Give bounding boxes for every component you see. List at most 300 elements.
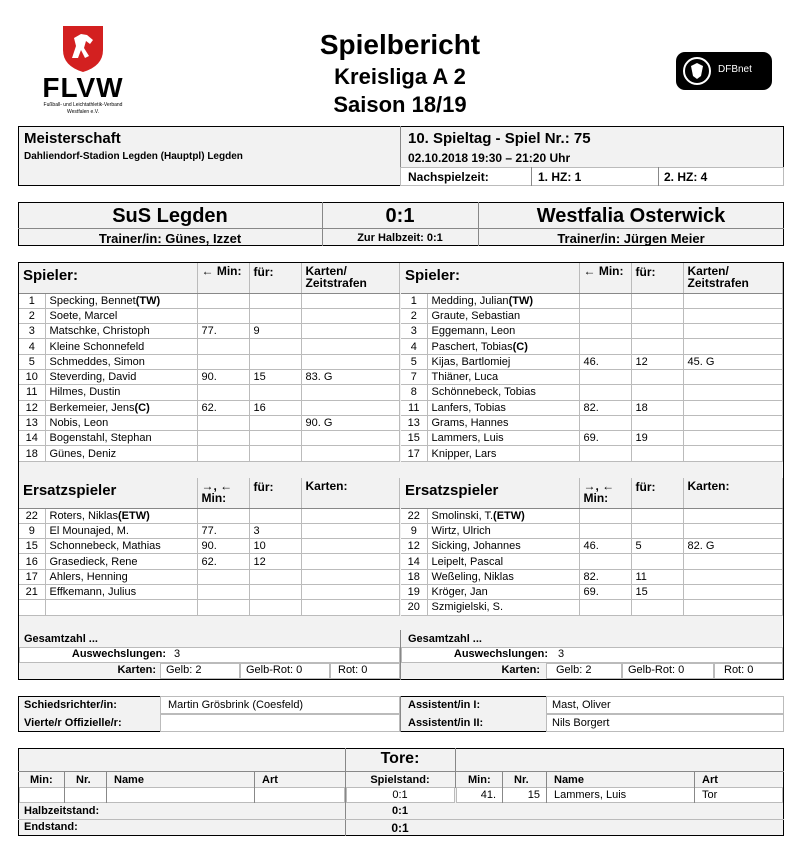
player-sub-for bbox=[631, 369, 683, 384]
player-sub-minute bbox=[579, 508, 631, 523]
goals-col-nr: Nr. bbox=[76, 774, 91, 786]
min-header: →, ← Min: bbox=[197, 478, 249, 508]
player-row bbox=[19, 554, 400, 569]
player-sub-minute bbox=[197, 569, 249, 584]
player-number: 22 bbox=[401, 508, 427, 523]
player-cards bbox=[301, 446, 400, 461]
player-name: Sicking, Johannes bbox=[427, 539, 579, 554]
player-name: Schmeddes, Simon bbox=[45, 354, 197, 369]
section-header: Ersatzspieler bbox=[401, 478, 579, 508]
report-title: Spielbericht bbox=[319, 29, 481, 60]
player-row bbox=[19, 584, 400, 599]
player-number: 14 bbox=[401, 554, 427, 569]
player-number: 4 bbox=[401, 339, 427, 354]
player-name: Berkemeier, Jens(C) bbox=[45, 400, 197, 415]
home-coach: Trainer/in: Günes, Izzet bbox=[98, 231, 242, 246]
player-number: 5 bbox=[19, 354, 45, 369]
home-team-name: SuS Legden bbox=[112, 205, 228, 227]
home-players-table bbox=[19, 263, 400, 462]
player-cards bbox=[683, 554, 783, 569]
competition-label: Meisterschaft bbox=[24, 130, 121, 147]
player-sub-for: 16 bbox=[249, 400, 301, 415]
player-sub-for bbox=[631, 554, 683, 569]
player-cards bbox=[683, 523, 783, 538]
player-row bbox=[19, 385, 400, 400]
player-number: 9 bbox=[19, 523, 45, 538]
player-sub-for bbox=[631, 324, 683, 339]
final-score: 0:1 bbox=[385, 205, 415, 227]
player-sub-minute bbox=[197, 584, 249, 599]
player-sub-minute bbox=[197, 431, 249, 446]
player-number: 5 bbox=[401, 354, 427, 369]
home-subs-count-label: Auswechslungen: bbox=[71, 648, 166, 660]
player-sub-for: 15 bbox=[249, 369, 301, 384]
goals-col-min-away: Min: bbox=[468, 774, 491, 786]
home-red-cards: Rot: 0 bbox=[338, 664, 368, 676]
player-sub-for: 12 bbox=[249, 554, 301, 569]
player-cards bbox=[301, 584, 400, 599]
player-sub-for: 12 bbox=[631, 354, 683, 369]
player-number: 14 bbox=[19, 431, 45, 446]
final-label: Endstand: bbox=[24, 821, 78, 833]
player-name: Lammers, Luis bbox=[427, 431, 579, 446]
player-sub-minute bbox=[579, 339, 631, 354]
player-cards bbox=[301, 508, 400, 523]
cards-header: Karten/ Zeitstrafen bbox=[301, 263, 400, 293]
goals-title: Tore: bbox=[380, 750, 420, 767]
player-name: Grams, Hannes bbox=[427, 415, 579, 430]
player-role-tag: (TW) bbox=[508, 294, 533, 307]
player-row bbox=[401, 569, 783, 584]
player-sub-for bbox=[249, 508, 301, 523]
player-sub-minute bbox=[579, 523, 631, 538]
home-yellow-cards: Gelb: 2 bbox=[166, 664, 202, 676]
player-sub-minute bbox=[197, 508, 249, 523]
player-name: Graute, Sebastian bbox=[427, 308, 579, 323]
min-header: ← Min: bbox=[197, 263, 249, 293]
goals-col-score: Spielstand: bbox=[370, 774, 430, 786]
player-cards bbox=[301, 431, 400, 446]
player-row bbox=[401, 554, 783, 569]
dfb-eagle-icon bbox=[682, 56, 712, 86]
player-cards: 82. G bbox=[683, 539, 783, 554]
for-header: für: bbox=[249, 263, 301, 293]
player-cards bbox=[301, 354, 400, 369]
player-sub-minute bbox=[579, 415, 631, 430]
player-cards: 45. G bbox=[683, 354, 783, 369]
player-sub-minute: 77. bbox=[197, 523, 249, 538]
away-cards-label: Karten: bbox=[501, 664, 540, 676]
referee-label: Schiedsrichter/in: bbox=[24, 699, 117, 711]
player-sub-for: 3 bbox=[249, 523, 301, 538]
goals-col-type-away: Art bbox=[702, 774, 718, 786]
player-sub-for bbox=[249, 431, 301, 446]
player-cards: 83. G bbox=[301, 369, 400, 384]
player-number: 21 bbox=[19, 584, 45, 599]
player-sub-minute bbox=[197, 385, 249, 400]
flvw-logo-sub2: Westfalen e.V. bbox=[67, 109, 99, 115]
player-number: 2 bbox=[401, 308, 427, 323]
player-name: Matschke, Christoph bbox=[45, 324, 197, 339]
player-number: 9 bbox=[401, 523, 427, 538]
player-row bbox=[401, 539, 783, 554]
player-sub-minute bbox=[197, 415, 249, 430]
goals-col-type: Art bbox=[262, 774, 278, 786]
player-number: 17 bbox=[401, 446, 427, 461]
cards-header: Karten: bbox=[683, 478, 783, 508]
player-sub-for bbox=[249, 385, 301, 400]
player-row bbox=[401, 293, 783, 308]
player-number: 12 bbox=[401, 539, 427, 554]
player-name: Günes, Deniz bbox=[45, 446, 197, 461]
player-cards bbox=[301, 385, 400, 400]
stoppage-label: Nachspielzeit: bbox=[408, 170, 489, 184]
player-sub-for: 5 bbox=[631, 539, 683, 554]
player-row bbox=[19, 293, 400, 308]
flvw-logo bbox=[28, 22, 138, 122]
player-sub-minute: 62. bbox=[197, 554, 249, 569]
player-row bbox=[19, 523, 400, 538]
player-row bbox=[401, 584, 783, 599]
player-cards bbox=[301, 539, 400, 554]
goal-player-nr: 15 bbox=[527, 789, 540, 801]
home-total-label: Gesamtzahl ... bbox=[24, 633, 98, 645]
player-sub-minute bbox=[197, 339, 249, 354]
player-sub-minute: 82. bbox=[579, 569, 631, 584]
player-name: Steverding, David bbox=[45, 369, 197, 384]
player-name: Schönnebeck, Tobias bbox=[427, 385, 579, 400]
player-sub-for bbox=[631, 385, 683, 400]
player-cards bbox=[683, 446, 783, 461]
player-number: 15 bbox=[19, 539, 45, 554]
player-name: Szmigielski, S. bbox=[427, 600, 579, 615]
stoppage-first-half: 1. HZ: 1 bbox=[538, 170, 582, 184]
home-cards-label: Karten: bbox=[117, 664, 156, 676]
player-sub-for bbox=[249, 584, 301, 599]
player-cards bbox=[683, 584, 783, 599]
referee-name: Martin Grösbrink (Coesfeld) bbox=[168, 699, 304, 711]
player-row bbox=[401, 308, 783, 323]
dfbnet-logo bbox=[676, 52, 772, 90]
player-name: Eggemann, Leon bbox=[427, 324, 579, 339]
player-cards bbox=[683, 385, 783, 400]
player-number: 20 bbox=[401, 600, 427, 615]
player-sub-minute bbox=[579, 308, 631, 323]
player-number: 15 bbox=[401, 431, 427, 446]
player-number bbox=[19, 600, 45, 615]
player-row bbox=[19, 339, 400, 354]
player-row bbox=[19, 539, 400, 554]
player-name: Lanfers, Tobias bbox=[427, 400, 579, 415]
player-row bbox=[401, 324, 783, 339]
player-sub-minute bbox=[579, 293, 631, 308]
player-number: 1 bbox=[401, 293, 427, 308]
player-row bbox=[401, 385, 783, 400]
player-sub-minute bbox=[197, 600, 249, 615]
player-number: 17 bbox=[19, 569, 45, 584]
section-header: Spieler: bbox=[401, 263, 579, 293]
player-cards bbox=[301, 554, 400, 569]
away-coach: Trainer/in: Jürgen Meier bbox=[557, 231, 705, 246]
player-number: 12 bbox=[19, 400, 45, 415]
player-cards bbox=[301, 339, 400, 354]
player-sub-for bbox=[631, 339, 683, 354]
player-number: 11 bbox=[19, 385, 45, 400]
player-sub-for bbox=[249, 415, 301, 430]
player-number: 19 bbox=[401, 584, 427, 599]
player-name: Kröger, Jan bbox=[427, 584, 579, 599]
player-row bbox=[401, 354, 783, 369]
player-row bbox=[401, 400, 783, 415]
player-cards bbox=[683, 293, 783, 308]
player-sub-for bbox=[249, 293, 301, 308]
player-cards: 90. G bbox=[301, 415, 400, 430]
player-sub-minute bbox=[579, 369, 631, 384]
player-name: Paschert, Tobias(C) bbox=[427, 339, 579, 354]
player-number: 3 bbox=[401, 324, 427, 339]
cards-header: Karten: bbox=[301, 478, 400, 508]
player-name: El Mounajed, M. bbox=[45, 523, 197, 538]
player-sub-for bbox=[249, 339, 301, 354]
player-sub-for bbox=[631, 523, 683, 538]
player-name: Knipper, Lars bbox=[427, 446, 579, 461]
player-role-tag: (C) bbox=[134, 401, 150, 414]
player-name: Smolinski, T.(ETW) bbox=[427, 508, 579, 523]
player-name: Kleine Schonnefeld bbox=[45, 339, 197, 354]
away-subs-table bbox=[401, 478, 783, 616]
player-name: Soete, Marcel bbox=[45, 308, 197, 323]
section-header: Spieler: bbox=[19, 263, 197, 293]
player-name: Nobis, Leon bbox=[45, 415, 197, 430]
league-title: Kreisliga A 2 bbox=[334, 64, 466, 89]
player-role-tag: (TW) bbox=[135, 294, 161, 307]
player-sub-minute: 62. bbox=[197, 400, 249, 415]
section-header: Ersatzspieler bbox=[19, 478, 197, 508]
flvw-logo-sub1: Fußball- und Leichtathletik-Verband bbox=[43, 102, 123, 108]
away-players-table bbox=[401, 263, 783, 462]
player-sub-minute: 69. bbox=[579, 431, 631, 446]
cards-header: Karten/ Zeitstrafen bbox=[683, 263, 783, 293]
away-total-label: Gesamtzahl ... bbox=[408, 633, 482, 645]
player-cards bbox=[683, 369, 783, 384]
season-title: Saison 18/19 bbox=[333, 92, 467, 117]
player-name: Thiäner, Luca bbox=[427, 369, 579, 384]
stoppage-second-half: 2. HZ: 4 bbox=[664, 170, 708, 184]
goal-score-row: 0:1 bbox=[392, 789, 408, 801]
player-row bbox=[19, 446, 400, 461]
player-sub-minute: 90. bbox=[197, 539, 249, 554]
player-name: Leipelt, Pascal bbox=[427, 554, 579, 569]
player-name: Kijas, Bartlomiej bbox=[427, 354, 579, 369]
player-cards bbox=[683, 600, 783, 615]
player-role-tag: (C) bbox=[512, 340, 528, 353]
player-row bbox=[19, 308, 400, 323]
player-cards bbox=[683, 324, 783, 339]
player-sub-minute: 82. bbox=[579, 400, 631, 415]
assistant1-name: Mast, Oliver bbox=[552, 699, 611, 711]
assistant2-label: Assistent/in II: bbox=[408, 717, 484, 729]
player-cards bbox=[683, 508, 783, 523]
player-name: Schonnebeck, Mathias bbox=[45, 539, 197, 554]
player-role-tag: (ETW) bbox=[493, 509, 525, 522]
player-row bbox=[19, 569, 400, 584]
player-number: 8 bbox=[401, 385, 427, 400]
player-sub-for bbox=[631, 293, 683, 308]
player-sub-for: 18 bbox=[631, 400, 683, 415]
player-sub-minute bbox=[197, 446, 249, 461]
player-number: 4 bbox=[19, 339, 45, 354]
goals-col-min: Min: bbox=[30, 774, 53, 786]
player-row bbox=[19, 415, 400, 430]
player-sub-for bbox=[631, 600, 683, 615]
player-name: Effkemann, Julius bbox=[45, 584, 197, 599]
halftime-result: 0:1 bbox=[392, 805, 408, 817]
player-row bbox=[19, 369, 400, 384]
player-row bbox=[401, 446, 783, 461]
player-cards bbox=[683, 431, 783, 446]
player-sub-for bbox=[631, 415, 683, 430]
min-header: →, ← Min: bbox=[579, 478, 631, 508]
player-sub-for bbox=[631, 308, 683, 323]
player-cards bbox=[301, 293, 400, 308]
final-result: 0:1 bbox=[391, 821, 409, 835]
player-number: 2 bbox=[19, 308, 45, 323]
player-name: Roters, Niklas(ETW) bbox=[45, 508, 197, 523]
home-subs-count: 3 bbox=[174, 648, 181, 660]
halftime-score: Zur Halbzeit: 0:1 bbox=[357, 232, 443, 244]
player-number: 13 bbox=[19, 415, 45, 430]
player-row bbox=[401, 431, 783, 446]
player-row bbox=[19, 354, 400, 369]
away-yellowred-cards: Gelb-Rot: 0 bbox=[628, 664, 685, 676]
for-header: für: bbox=[249, 478, 301, 508]
player-sub-for: 11 bbox=[631, 569, 683, 584]
for-header: für: bbox=[631, 263, 683, 293]
player-row bbox=[401, 415, 783, 430]
away-subs-count: 3 bbox=[558, 648, 565, 660]
player-sub-minute bbox=[579, 446, 631, 461]
player-sub-minute: 69. bbox=[579, 584, 631, 599]
player-cards bbox=[301, 308, 400, 323]
player-sub-minute bbox=[579, 554, 631, 569]
fourth-official-label: Vierte/r Offizielle/r: bbox=[24, 717, 122, 729]
player-cards bbox=[301, 400, 400, 415]
player-number: 3 bbox=[19, 324, 45, 339]
player-number: 16 bbox=[19, 554, 45, 569]
player-name: Bogenstahl, Stephan bbox=[45, 431, 197, 446]
player-row bbox=[401, 369, 783, 384]
min-header: ← Min: bbox=[579, 263, 631, 293]
player-sub-minute: 90. bbox=[197, 369, 249, 384]
player-sub-for bbox=[631, 446, 683, 461]
player-name: Medding, Julian(TW) bbox=[427, 293, 579, 308]
player-role-tag: (ETW) bbox=[117, 509, 150, 522]
player-cards bbox=[301, 324, 400, 339]
matchday-text: 10. Spieltag - Spiel Nr.: 75 bbox=[408, 130, 591, 147]
player-sub-minute bbox=[197, 293, 249, 308]
player-number: 11 bbox=[401, 400, 427, 415]
assistant1-label: Assistent/in I: bbox=[408, 699, 481, 711]
player-cards bbox=[683, 415, 783, 430]
player-number: 1 bbox=[19, 293, 45, 308]
player-sub-minute: 46. bbox=[579, 354, 631, 369]
player-name: Weßeling, Niklas bbox=[427, 569, 579, 584]
away-red-cards: Rot: 0 bbox=[724, 664, 754, 676]
goal-player-name: Lammers, Luis bbox=[554, 789, 627, 801]
player-sub-for: 19 bbox=[631, 431, 683, 446]
player-row bbox=[19, 431, 400, 446]
player-number: 7 bbox=[401, 369, 427, 384]
player-row bbox=[401, 339, 783, 354]
player-name: Grasedieck, Rene bbox=[45, 554, 197, 569]
player-sub-for bbox=[249, 354, 301, 369]
goals-col-nr-away: Nr. bbox=[514, 774, 529, 786]
player-sub-for: 10 bbox=[249, 539, 301, 554]
player-sub-for bbox=[249, 308, 301, 323]
goals-col-name: Name bbox=[114, 774, 144, 786]
player-name: Specking, Bennet(TW) bbox=[45, 293, 197, 308]
player-cards bbox=[683, 339, 783, 354]
player-name: Ahlers, Henning bbox=[45, 569, 197, 584]
player-sub-minute bbox=[197, 354, 249, 369]
goals-col-name-away: Name bbox=[554, 774, 584, 786]
away-team-name: Westfalia Osterwick bbox=[536, 205, 726, 227]
halftime-label: Halbzeitstand: bbox=[24, 805, 100, 817]
goal-type: Tor bbox=[702, 789, 718, 801]
dfbnet-logo-text: DFBnet bbox=[718, 64, 752, 75]
player-sub-minute bbox=[579, 385, 631, 400]
match-datetime: 02.10.2018 19:30 – 21:20 Uhr bbox=[408, 151, 571, 165]
player-cards bbox=[301, 600, 400, 615]
player-sub-for: 9 bbox=[249, 324, 301, 339]
player-cards bbox=[683, 400, 783, 415]
player-cards bbox=[683, 308, 783, 323]
player-sub-for bbox=[249, 569, 301, 584]
player-number: 22 bbox=[19, 508, 45, 523]
player-cards bbox=[683, 569, 783, 584]
home-yellowred-cards: Gelb-Rot: 0 bbox=[246, 664, 303, 676]
player-sub-minute: 46. bbox=[579, 539, 631, 554]
player-row bbox=[401, 508, 783, 523]
venue-text: Dahliendorf-Stadion Legden (Hauptpl) Legden bbox=[24, 151, 243, 162]
player-sub-minute bbox=[579, 324, 631, 339]
away-subs-count-label: Auswechslungen: bbox=[453, 648, 548, 660]
player-number: 18 bbox=[19, 446, 45, 461]
flvw-logo-text: FLVW bbox=[42, 72, 124, 103]
player-name bbox=[45, 600, 197, 615]
player-sub-for: 15 bbox=[631, 584, 683, 599]
player-cards bbox=[301, 523, 400, 538]
player-row bbox=[19, 508, 400, 523]
player-row bbox=[19, 400, 400, 415]
player-row bbox=[19, 324, 400, 339]
player-sub-for bbox=[249, 446, 301, 461]
assistant2-name: Nils Borgert bbox=[552, 717, 610, 729]
home-subs-table bbox=[19, 478, 400, 616]
player-number: 18 bbox=[401, 569, 427, 584]
player-sub-for bbox=[249, 600, 301, 615]
player-sub-minute bbox=[197, 308, 249, 323]
for-header: für: bbox=[631, 478, 683, 508]
flvw-horse-icon bbox=[57, 22, 109, 74]
player-sub-minute: 77. bbox=[197, 324, 249, 339]
player-row bbox=[401, 523, 783, 538]
player-number: 13 bbox=[401, 415, 427, 430]
goal-minute: 41. bbox=[480, 789, 496, 801]
player-sub-minute bbox=[579, 600, 631, 615]
player-row bbox=[401, 600, 783, 615]
away-yellow-cards: Gelb: 2 bbox=[556, 664, 592, 676]
